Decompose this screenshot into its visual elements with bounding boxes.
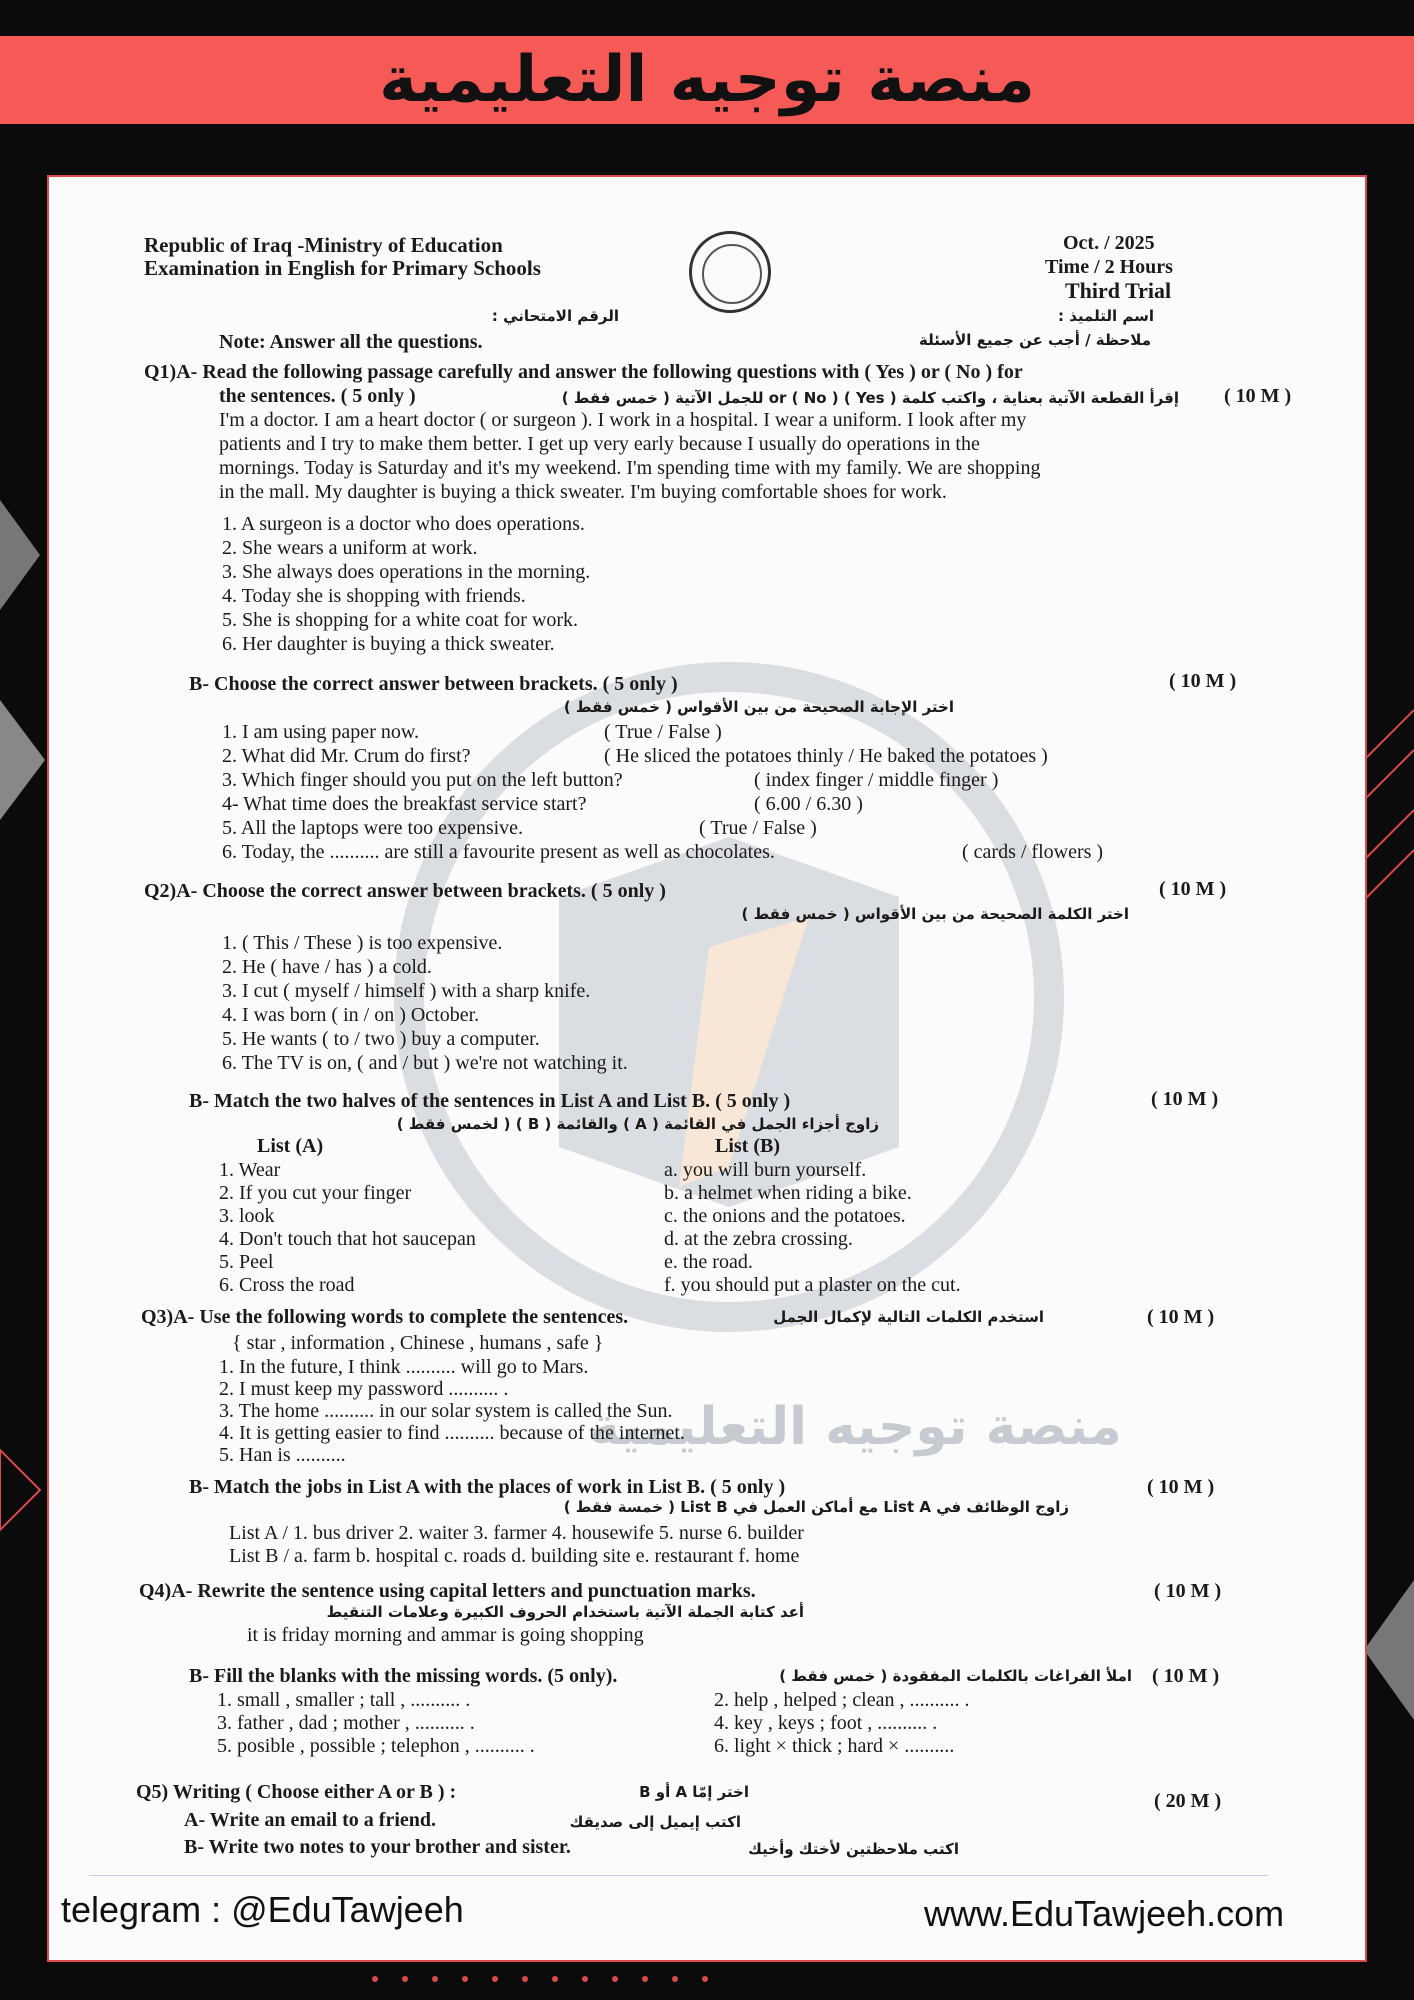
q2b-title: B- Match the two halves of the sentences in List A and List B. ( 5 only ) bbox=[189, 1090, 791, 1112]
q1a-title-2: the sentences. ( 5 only ) bbox=[219, 385, 416, 407]
exam-content bbox=[49, 177, 1367, 1962]
q1b-question: 1. I am using paper now. bbox=[222, 721, 419, 743]
q2a-title: Q2)A- Choose the correct answer between brackets. ( 5 only ) bbox=[144, 880, 666, 902]
passage-line: I'm a doctor. I am a heart doctor ( or surgeon ). I work in a hospital. I wear a uniform. I look after my bbox=[219, 409, 1027, 431]
q4b-title-arabic: املأ الفراغات بالكلمات المفقودة ( خمس فقط ) bbox=[779, 1667, 1132, 1685]
q3b-list-a: List A / 1. bus driver 2. waiter 3. farmer 4. housewife 5. nurse 6. builder bbox=[229, 1522, 804, 1544]
ministry-seal-icon bbox=[689, 231, 771, 313]
passage-line: patients and I try to make them better. I get up very early because I usually do operations in the bbox=[219, 433, 980, 455]
q4b-item: 3. father , dad ; mother , .......... . bbox=[217, 1712, 475, 1734]
q2a-item: 2. He ( have / has ) a cold. bbox=[222, 956, 432, 978]
q1a-title: Q1)A- Read the following passage carefully and answer the following questions with ( Yes ) or ( No ) for bbox=[144, 361, 1023, 383]
website-link[interactable]: www.EduTawjeeh.com bbox=[924, 1893, 1285, 1934]
q1b-question: 2. What did Mr. Crum do first? bbox=[222, 745, 471, 767]
list-b-item: e. the road. bbox=[664, 1251, 753, 1273]
watermark-text: منصة توجيه التعليمية bbox=[589, 1397, 1122, 1457]
exam-time: Time / 2 Hours bbox=[1045, 256, 1173, 278]
q2a-item: 3. I cut ( myself / himself ) with a sharp knife. bbox=[222, 980, 591, 1002]
q2b-title-arabic: زاوج أجزاء الجمل في القائمة ( A ) والقائمة ( B ) ( لخمس فقط ) bbox=[396, 1115, 879, 1133]
q1a-item: 1. A surgeon is a doctor who does operations. bbox=[222, 513, 585, 535]
q1b-options: ( He sliced the potatoes thinly / He baked the potatoes ) bbox=[604, 745, 1048, 767]
q3a-mark: ( 10 M ) bbox=[1147, 1306, 1215, 1328]
q1b-options: ( index finger / middle finger ) bbox=[754, 769, 999, 791]
q4a-title: Q4)A- Rewrite the sentence using capital letters and punctuation marks. bbox=[139, 1580, 756, 1602]
word-bank: { star , information , Chinese , humans , safe } bbox=[232, 1332, 604, 1354]
q4b-item: 5. posible , possible ; telephon , .......... . bbox=[217, 1735, 535, 1757]
q3a-title-arabic: استخدم الكلمات التالية لإكمال الجمل bbox=[773, 1308, 1044, 1326]
list-b-item: d. at the zebra crossing. bbox=[664, 1228, 853, 1250]
trial-label: Third Trial bbox=[1065, 278, 1172, 303]
q1a-item: 2. She wears a uniform at work. bbox=[222, 537, 478, 559]
telegram-handle[interactable]: telegram : @EduTawjeeh bbox=[61, 1889, 464, 1930]
q3a-item: 5. Han is .......... bbox=[219, 1444, 346, 1466]
q4b-title: B- Fill the blanks with the missing words. (5 only). bbox=[189, 1665, 618, 1687]
q1b-options: ( True / False ) bbox=[699, 817, 817, 839]
q2a-item: 4. I was born ( in / on ) October. bbox=[222, 1004, 480, 1026]
q2b-mark: ( 10 M ) bbox=[1151, 1088, 1219, 1110]
q4a-mark: ( 10 M ) bbox=[1154, 1580, 1222, 1602]
banner-title: منصة توجيه التعليمية bbox=[379, 43, 1035, 117]
exam-number-label: الرقم الامتحاني : bbox=[491, 307, 619, 325]
q3a-item: 4. It is getting easier to find .......... because of the internet. bbox=[219, 1422, 685, 1444]
list-b-item: b. a helmet when riding a bike. bbox=[664, 1182, 912, 1204]
q4b-item: 2. help , helped ; clean , .......... . bbox=[714, 1689, 970, 1711]
list-b-heading: List (B) bbox=[715, 1135, 780, 1157]
right-decoration bbox=[1364, 0, 1414, 2000]
student-name-label: اسم التلميذ : bbox=[1058, 307, 1154, 325]
q5-option-b: B- Write two notes to your brother and sister. bbox=[184, 1836, 571, 1858]
q2a-item: 6. The TV is on, ( and / but ) we're not watching it. bbox=[222, 1052, 628, 1074]
q5-mark: ( 20 M ) bbox=[1154, 1790, 1222, 1812]
q5-option-b-arabic: اكتب ملاحظتين لأختك وأخيك bbox=[748, 1840, 959, 1858]
list-a-item: 2. If you cut your finger bbox=[219, 1182, 412, 1204]
q4a-sentence: it is friday morning and ammar is going shopping bbox=[247, 1624, 644, 1646]
list-b-item: c. the onions and the potatoes. bbox=[664, 1205, 906, 1227]
q1a-item: 4. Today she is shopping with friends. bbox=[222, 585, 526, 607]
q3b-title-arabic: زاوج الوظائف في List A مع أماكن العمل في List B ( خمسة فقط ) bbox=[563, 1498, 1069, 1516]
list-a-item: 5. Peel bbox=[219, 1251, 274, 1273]
q2a-title-arabic: اختر الكلمة الصحيحة من بين الأقواس ( خمس فقط ) bbox=[741, 905, 1129, 923]
q3a-item: 1. In the future, I think .......... will go to Mars. bbox=[219, 1356, 589, 1378]
q2a-item: 5. He wants ( to / two ) buy a computer. bbox=[222, 1028, 540, 1050]
q5-title-arabic: اختر إمّا A أو B bbox=[639, 1783, 749, 1801]
q3b-title: B- Match the jobs in List A with the places of work in List B. ( 5 only ) bbox=[189, 1476, 786, 1498]
q1b-title: B- Choose the correct answer between brackets. ( 5 only ) bbox=[189, 673, 678, 695]
q3a-title: Q3)A- Use the following words to complete the sentences. bbox=[141, 1306, 629, 1328]
q2a-mark: ( 10 M ) bbox=[1159, 878, 1227, 900]
ministry-line: Republic of Iraq -Ministry of Education bbox=[144, 233, 503, 257]
footer-divider bbox=[89, 1875, 1269, 1876]
note-arabic: ملاحظة / أجب عن جميع الأسئلة bbox=[918, 331, 1151, 349]
q1b-mark: ( 10 M ) bbox=[1169, 670, 1237, 692]
q1a-mark: ( 10 M ) bbox=[1224, 385, 1292, 407]
exam-line: Examination in English for Primary Schools bbox=[144, 256, 541, 280]
q3a-item: 3. The home .......... in our solar system is called the Sun. bbox=[219, 1400, 673, 1422]
q1a-title-arabic: إقرأ القطعة الآتية بعناية ، واكتب كلمة ( Yes ) or ( No ) للجمل الآتية ( خمس فقط ) bbox=[561, 389, 1179, 407]
q1b-options: ( cards / flowers ) bbox=[962, 841, 1104, 863]
q3b-list-b: List B / a. farm b. hospital c. roads d. building site e. restaurant f. home bbox=[229, 1545, 800, 1567]
q1a-item: 5. She is shopping for a white coat for work. bbox=[222, 609, 579, 631]
q3b-mark: ( 10 M ) bbox=[1147, 1476, 1215, 1498]
list-a-heading: List (A) bbox=[257, 1135, 324, 1157]
passage-line: in the mall. My daughter is buying a thick sweater. I'm buying comfortable shoes for work. bbox=[219, 481, 947, 503]
q5-title: Q5) Writing ( Choose either A or B ) : bbox=[136, 1781, 457, 1803]
list-a-item: 4. Don't touch that hot saucepan bbox=[219, 1228, 476, 1250]
bottom-dots bbox=[370, 1972, 730, 1986]
list-a-item: 1. Wear bbox=[219, 1159, 281, 1181]
q5-option-a-arabic: اكتب إيميل إلى صديقك bbox=[569, 1813, 741, 1831]
note-line: Note: Answer all the questions. bbox=[219, 331, 483, 353]
q1b-question: 3. Which finger should you put on the left button? bbox=[222, 769, 623, 791]
q1b-title-arabic: اختر الإجابة الصحيحة من بين الأقواس ( خمس فقط ) bbox=[563, 698, 954, 716]
list-b-item: a. you will burn yourself. bbox=[664, 1159, 867, 1181]
q4b-item: 1. small , smaller ; tall , .......... . bbox=[217, 1689, 471, 1711]
passage-line: mornings. Today is Saturday and it's my weekend. I'm spending time with my family. We are shopping bbox=[219, 457, 1041, 479]
q1a-item: 3. She always does operations in the morning. bbox=[222, 561, 591, 583]
top-banner bbox=[0, 36, 1414, 124]
q1b-question: 6. Today, the .......... are still a favourite present as well as chocolates. bbox=[222, 841, 775, 863]
q3a-item: 2. I must keep my password .......... . bbox=[219, 1378, 509, 1400]
q4a-title-arabic: أعد كتابة الجملة الآتية باستخدام الحروف الكبيرة وعلامات التنقيط bbox=[326, 1603, 804, 1621]
q5-option-a: A- Write an email to a friend. bbox=[184, 1809, 437, 1831]
q4b-item: 4. key , keys ; foot , .......... . bbox=[714, 1712, 938, 1734]
q1a-item: 6. Her daughter is buying a thick sweater. bbox=[222, 633, 555, 655]
list-b-item: f. you should put a plaster on the cut. bbox=[664, 1274, 961, 1296]
q1b-question: 4- What time does the breakfast service start? bbox=[222, 793, 587, 815]
q2a-item: 1. ( This / These ) is too expensive. bbox=[222, 932, 503, 954]
exam-date: Oct. / 2025 bbox=[1063, 232, 1155, 254]
q4b-item: 6. light × thick ; hard × .......... bbox=[714, 1735, 955, 1757]
list-a-item: 6. Cross the road bbox=[219, 1274, 355, 1296]
q1b-options: ( True / False ) bbox=[604, 721, 722, 743]
q1b-question: 5. All the laptops were too expensive. bbox=[222, 817, 524, 839]
exam-paper bbox=[47, 175, 1367, 1962]
list-a-item: 3. look bbox=[219, 1205, 275, 1227]
q4b-mark: ( 10 M ) bbox=[1152, 1665, 1220, 1687]
q1b-options: ( 6.00 / 6.30 ) bbox=[754, 793, 863, 815]
